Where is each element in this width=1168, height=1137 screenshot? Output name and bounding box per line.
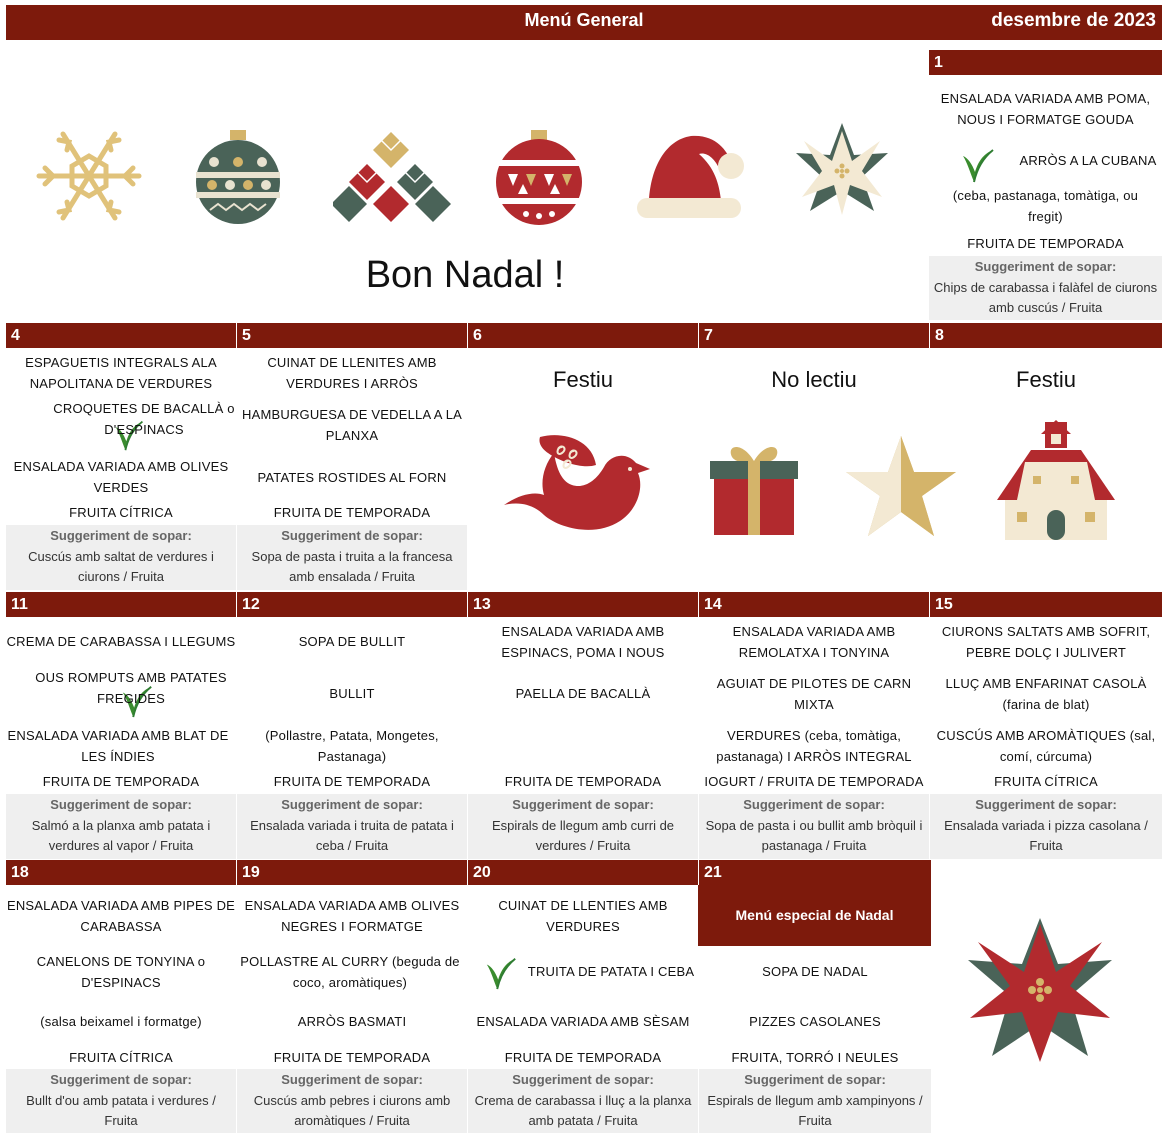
- menu-line: SOPA DE NADAL: [762, 964, 868, 979]
- day-header-20: [468, 860, 698, 885]
- menu-line: PIZZES CASOLANES: [749, 1014, 881, 1029]
- menu-line: FRUITA CÍTRICA: [994, 774, 1098, 789]
- menu-line: ENSALADA VARIADA AMB OLIVES VERDES: [13, 459, 229, 495]
- suggestion-label: Suggeriment de sopar:: [744, 1072, 886, 1087]
- greeting: Bon Nadal !: [365, 254, 565, 296]
- menu-line: CANELONS DE TONYINA o D'ESPINACS: [36, 954, 206, 990]
- suggestion-label: Suggeriment de sopar:: [975, 797, 1117, 812]
- day-number: 11: [11, 596, 28, 613]
- day-header-18: [6, 860, 236, 885]
- day-number: 20: [473, 864, 491, 881]
- dinner-suggestion: [6, 525, 236, 590]
- menu-line: (Pollastre, Patata, Mongetes, Pastanaga): [265, 728, 439, 764]
- holiday-label: Festiu: [1016, 367, 1076, 392]
- vegetarian-leaf-icon: [959, 146, 997, 184]
- suggestion-label: Suggeriment de sopar:: [512, 1072, 654, 1087]
- day-header-12: [237, 592, 467, 617]
- menu-line: ARRÒS BASMATI: [297, 1014, 407, 1029]
- dinner-suggestion: [468, 1069, 698, 1133]
- menu-line: FRUITA DE TEMPORADA: [967, 236, 1124, 251]
- day-number: 13: [473, 596, 491, 613]
- day-header-5: [237, 323, 467, 348]
- suggestion-text: Ensalada variada i truita de patata i ceba / Fruita: [250, 818, 454, 853]
- menu-line: CIURONS SALTATS AMB SOFRIT, PEBRE DOLÇ I JULIVERT: [941, 624, 1151, 660]
- suggestion-text: Espirals de llegum amb curri de verdures / Fruita: [491, 818, 675, 853]
- menu-line: FRUITA DE TEMPORADA: [504, 1050, 662, 1065]
- menu-line: FRUITA DE TEMPORADA: [273, 1050, 431, 1065]
- menu-line: PATATES ROSTIDES AL FORN: [257, 470, 447, 485]
- menu-line: POLLASTRE AL CURRY (beguda de coco, aromàtiques): [240, 954, 460, 990]
- day-number: 4: [11, 327, 20, 344]
- menu-line: CUSCÚS AMB AROMÀTIQUES (sal, comí, cúrcuma): [936, 728, 1156, 764]
- day-number: 5: [242, 327, 251, 344]
- menu-line: OUS ROMPUTS AMB PATATES FREGIDES: [35, 670, 227, 706]
- menu-line: LLUÇ AMB ENFARINAT CASOLÀ (farina de blat): [945, 676, 1147, 712]
- day-number: 7: [704, 327, 713, 344]
- menu-line: FRUITA CÍTRICA: [69, 1050, 173, 1065]
- menu-line: ARRÒS A LA CUBANA: [1019, 153, 1157, 168]
- day-header-4: [6, 323, 236, 348]
- day-header-8: [930, 323, 1162, 348]
- menu-line: FRUITA DE TEMPORADA: [273, 505, 431, 520]
- menu-line: CROQUETES DE BACALLÀ o D'ESPINACS: [53, 401, 235, 437]
- suggestion-label: Suggeriment de sopar:: [974, 259, 1117, 274]
- dinner-suggestion: [699, 794, 929, 859]
- day-cell-4: [6, 348, 236, 590]
- menu-line: IOGURT / FRUITA DE TEMPORADA: [704, 774, 924, 789]
- dinner-suggestion: [237, 1069, 467, 1133]
- menu-line: TRUITA DE PATATA I CEBA: [527, 964, 695, 979]
- ornament-green-icon: [190, 128, 286, 226]
- day-number: 14: [704, 596, 722, 613]
- day-cell-12: [237, 617, 467, 859]
- snowflake-icon: [30, 130, 148, 222]
- day-cell-15: [930, 617, 1162, 859]
- gift-icon: [710, 435, 798, 537]
- dinner-suggestion: [6, 794, 236, 859]
- menu-line: AGUIAT DE PILOTES DE CARN MIXTA: [716, 676, 912, 712]
- menu-line: FRUITA DE TEMPORADA: [42, 774, 200, 789]
- menu-line: HAMBURGUESA DE VEDELLA A LA PLANXA: [242, 407, 462, 443]
- dinner-suggestion: [930, 794, 1162, 859]
- suggestion-label: Suggeriment de sopar:: [50, 797, 192, 812]
- top-bar: [6, 5, 1162, 40]
- menu-line: (ceba, pastanaga, tomàtiga, ou fregit): [952, 188, 1139, 224]
- day-number: 6: [473, 327, 482, 344]
- menu-line: ENSALADA VARIADA AMB ESPINACS, POMA I NOUS: [501, 624, 665, 660]
- house-icon: [995, 420, 1117, 542]
- poinsettia-red-icon: [955, 912, 1125, 1068]
- suggestion-text: Bullt d'ou amb patata i verdures / Fruita: [26, 1093, 216, 1128]
- suggestion-label: Suggeriment de sopar:: [50, 1072, 192, 1087]
- suggestion-label: Suggeriment de sopar:: [512, 797, 654, 812]
- dinner-suggestion: [237, 794, 467, 859]
- suggestion-text: Ensalada variada i pizza casolana / Fruita: [944, 818, 1148, 853]
- dinner-suggestion: [237, 525, 467, 590]
- day-cell-11: [6, 617, 236, 859]
- menu-line: ENSALADA VARIADA AMB SÈSAM: [476, 1014, 690, 1029]
- special-menu-banner: Menú especial de Nadal: [698, 885, 931, 946]
- star-icon: [842, 434, 960, 542]
- day-number: 8: [935, 327, 944, 344]
- day-cell-5: [237, 348, 467, 590]
- ornament-red-icon: [490, 128, 588, 226]
- menu-line: CUINAT DE LLENTIES AMB VERDURES: [498, 898, 668, 934]
- day-cell-21: [699, 946, 931, 1135]
- suggestion-text: Cuscús amb pebres i ciurons amb aromàtiques / Fruita: [253, 1093, 451, 1128]
- suggestion-text: Sopa de pasta i truita a la francesa amb ensalada / Fruita: [251, 549, 453, 584]
- day-number: 21: [704, 864, 722, 881]
- menu-line: FRUITA CÍTRICA: [69, 505, 173, 520]
- day-header-6: [468, 323, 698, 348]
- day-cell-14: [699, 617, 929, 859]
- menu-line: ENSALADA VARIADA AMB OLIVES NEGRES I FORMATGE: [244, 898, 460, 934]
- argyle-diamonds-icon: [333, 128, 451, 226]
- menu-line: FRUITA DE TEMPORADA: [273, 774, 431, 789]
- menu-line: ENSALADA VARIADA AMB BLAT DE LES ÍNDIES: [7, 728, 229, 764]
- dinner-suggestion: [6, 1069, 236, 1133]
- day-header-7: [699, 323, 929, 348]
- day-header-15: [930, 592, 1162, 617]
- day-cell-19: [237, 885, 467, 1135]
- day-cell-1: [929, 76, 1162, 320]
- menu-line: CUINAT DE LLENITES AMB VERDURES I ARRÒS: [267, 355, 437, 391]
- dinner-suggestion: [699, 1069, 931, 1133]
- suggestion-label: Suggeriment de sopar:: [281, 797, 423, 812]
- holiday-label: Festiu: [553, 367, 613, 392]
- santa-hat-icon: [635, 128, 747, 224]
- day-cell-18: [6, 885, 236, 1135]
- day-number: 19: [242, 864, 260, 881]
- menu-line: PAELLA DE BACALLÀ: [515, 686, 651, 701]
- day-header-1: [929, 50, 1162, 75]
- suggestion-text: Sopa de pasta i ou bullit amb bròquil i pastanaga / Fruita: [705, 818, 923, 853]
- menu-line: ENSALADA VARIADA AMB PIPES DE CARABASSA: [6, 898, 236, 934]
- day-number: 12: [242, 596, 260, 613]
- menu-line: ENSALADA VARIADA AMB POMA, NOUS I FORMATGE GOUDA: [940, 91, 1151, 127]
- menu-line: VERDURES (ceba, tomàtiga, pastanaga) I ARRÒS INTEGRAL: [716, 728, 912, 764]
- dinner-suggestion: [468, 794, 698, 859]
- suggestion-text: Crema de carabassa i lluç a la planxa amb patata / Fruita: [474, 1093, 692, 1128]
- poinsettia-cream-icon: [788, 122, 896, 220]
- menu-title: Menú General: [524, 10, 644, 30]
- dove-icon: [500, 425, 656, 541]
- suggestion-text: Espirals de llegum amb xampinyons / Fruita: [707, 1093, 923, 1128]
- day-header-11: [6, 592, 236, 617]
- vegetarian-leaf-icon: [482, 955, 520, 991]
- menu-line: ENSALADA VARIADA AMB REMOLATXA I TONYINA: [732, 624, 896, 660]
- day-number: 18: [11, 864, 29, 881]
- suggestion-text: Chips de carabassa i falàfel de ciurons amb cuscús / Fruita: [933, 280, 1158, 315]
- day-header-19: [237, 860, 467, 885]
- day-header-14: [699, 592, 929, 617]
- suggestion-text: Salmó a la planxa amb patata i verdures al vapor / Fruita: [31, 818, 211, 853]
- day-number: 15: [935, 596, 953, 613]
- day-number: 1: [934, 54, 943, 71]
- suggestion-label: Suggeriment de sopar:: [281, 528, 423, 543]
- menu-line: SOPA DE BULLIT: [298, 634, 406, 649]
- menu-line: FRUITA DE TEMPORADA: [504, 774, 662, 789]
- month-label: desembre de 2023: [991, 10, 1156, 31]
- menu-line: BULLIT: [329, 686, 375, 701]
- menu-line: CREMA DE CARABASSA I LLEGUMS: [6, 634, 236, 649]
- day-cell-20: [468, 885, 698, 1135]
- menu-line: ESPAGUETIS INTEGRALS ALA NAPOLITANA DE VERDURES: [25, 355, 217, 391]
- menu-line: (salsa beixamel i formatge): [40, 1014, 202, 1029]
- suggestion-label: Suggeriment de sopar:: [281, 1072, 423, 1087]
- day-header-13: [468, 592, 698, 617]
- holiday-label: No lectiu: [771, 367, 857, 392]
- suggestion-text: Cuscús amb saltat de verdures i ciurons / Fruita: [28, 549, 214, 584]
- suggestion-label: Suggeriment de sopar:: [50, 528, 192, 543]
- day-cell-13: [468, 617, 698, 859]
- dinner-suggestion: [929, 256, 1162, 320]
- suggestion-label: Suggeriment de sopar:: [743, 797, 885, 812]
- menu-line: FRUITA, TORRÓ I NEULES: [731, 1050, 899, 1065]
